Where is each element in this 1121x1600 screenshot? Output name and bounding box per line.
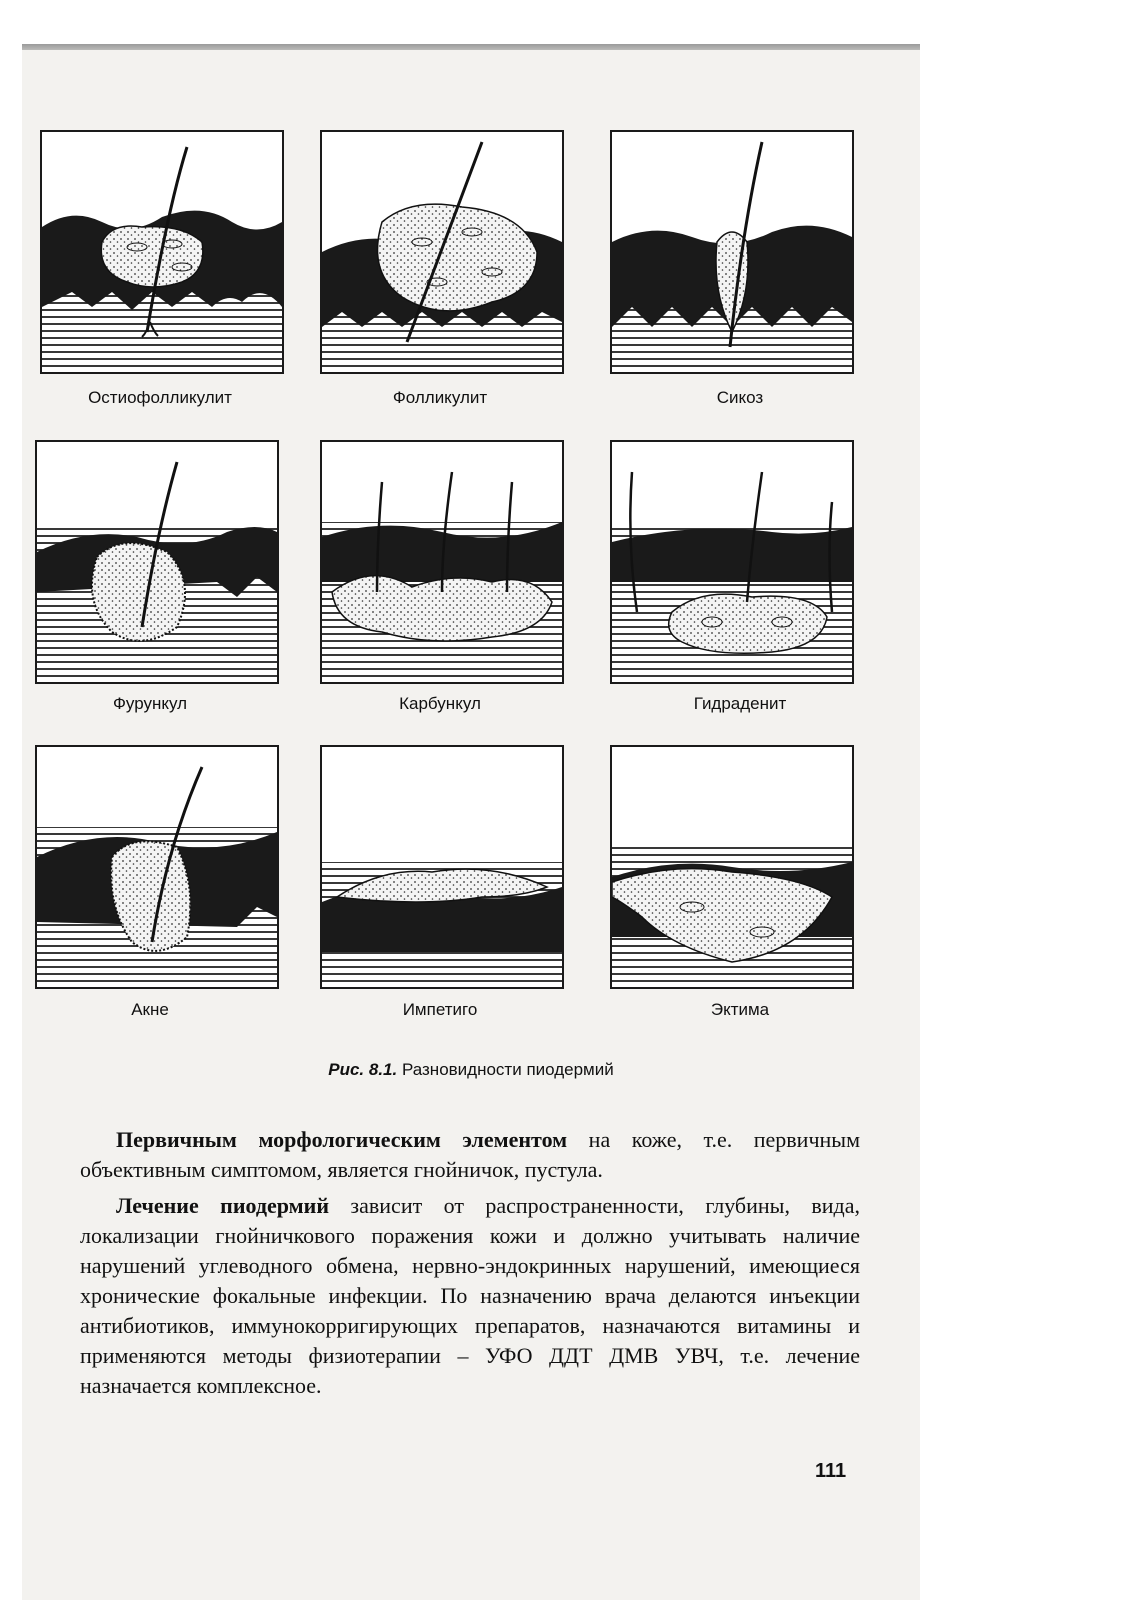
caption-text: Разновидности пиодермий xyxy=(401,1060,614,1079)
caption-prefix: Рис. 8.1. xyxy=(328,1060,398,1079)
label-impetigo: Импетиго xyxy=(402,1000,478,1019)
paragraph-2-bold: Лечение пиодермий xyxy=(116,1193,330,1218)
label-folliculitis: Фолликулит xyxy=(392,388,488,407)
paragraph-primary-element xyxy=(80,1125,860,1185)
label-ostiofolliculitis: Остиофолликулит xyxy=(88,388,232,407)
panel-ostiofolliculitis xyxy=(40,130,284,374)
label-acne: Акне xyxy=(131,1000,169,1019)
label-carbuncle: Карбункул xyxy=(399,694,481,713)
body-text xyxy=(80,1125,860,1407)
panel-impetigo xyxy=(320,745,564,989)
panel-hidradenitis xyxy=(610,440,854,684)
label-ecthyma: Эктима xyxy=(710,1000,770,1019)
paragraph-1-text: на коже, т.е. первичным объективным симптомом, является гнойничок, пустула. xyxy=(80,1127,860,1182)
panel-folliculitis xyxy=(320,130,564,374)
panel-acne xyxy=(35,745,279,989)
panel-sycosis xyxy=(610,130,854,374)
panel-ecthyma xyxy=(610,745,854,989)
paragraph-1-bold: Первичным морфологическим элементом xyxy=(116,1127,568,1152)
paragraph-treatment xyxy=(80,1191,860,1401)
panel-furuncle xyxy=(35,440,279,684)
panel-carbuncle xyxy=(320,440,564,684)
page-number: 111 xyxy=(815,1460,847,1482)
label-sycosis: Сикоз xyxy=(716,388,764,407)
label-hidradenitis: Гидраденит xyxy=(693,694,787,713)
figure-caption xyxy=(22,1060,920,1080)
label-furuncle: Фурункул xyxy=(112,694,188,713)
paragraph-2-text: зависит от распространенности, глубины, вида, локализации гнойничкового поражения кожи и должно учитывать наличие нарушений углеводного обмена, нервно-эндокринных нарушений, имеющиеся хронические фокальные инфекции. По назначению врача делаются инъекции антибиотиков, иммунокорригирующих препаратов, назначаются витамины и применяются методы физиотерапии – УФО ДДТ ДМВ УВЧ, т.е. лечение назначается комплексное. xyxy=(80,1193,860,1398)
